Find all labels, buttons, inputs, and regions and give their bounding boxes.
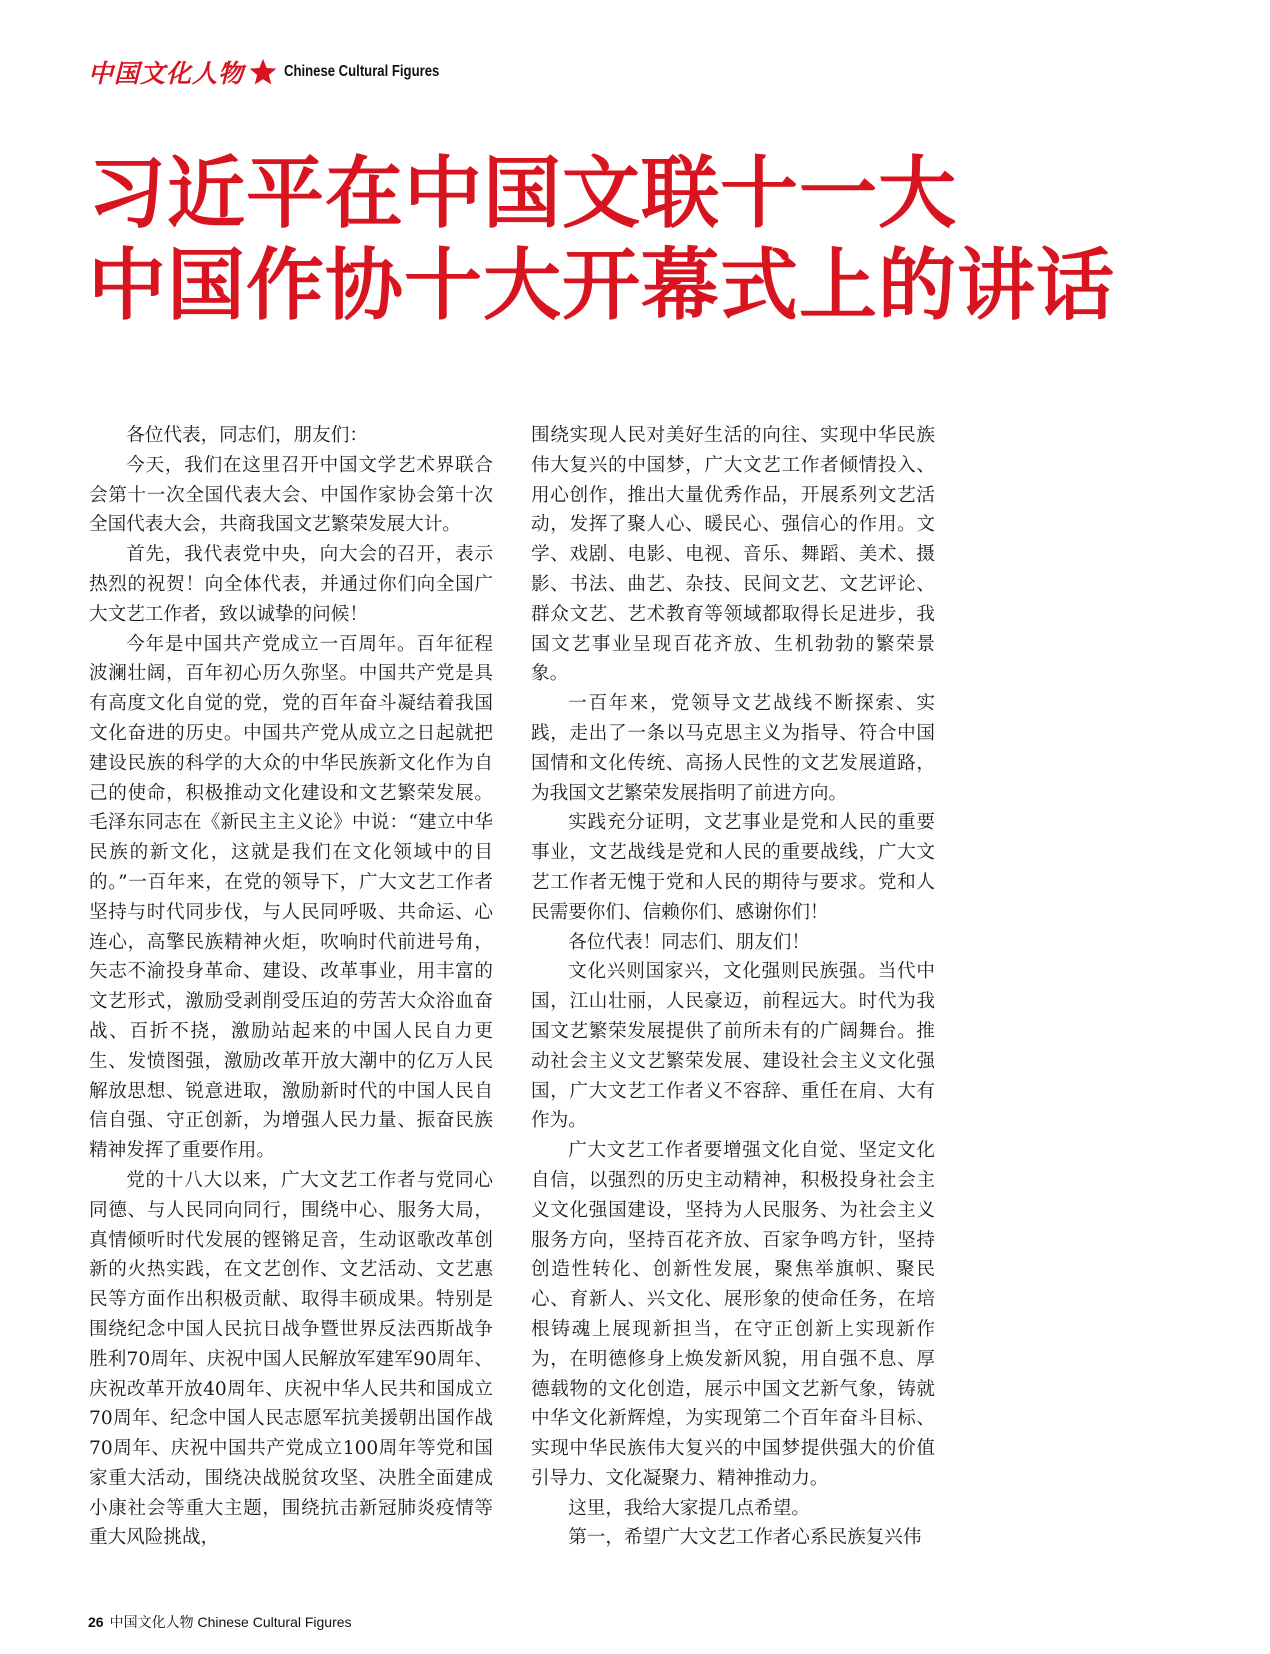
paragraph: 一百年来，党领导文艺战线不断探索、实践，走出了一条以马克思主义为指导、符合中国国情和文化传统、高扬人民性的文艺发展道路，为我国文艺繁荣发展指明了前进方向。 bbox=[531, 693, 935, 804]
page-footer bbox=[88, 1612, 352, 1632]
left-column bbox=[89, 421, 493, 1553]
paragraph-continued: 围绕实现人民对美好生活的向往、实现中华民族伟大复兴的中国梦，广大文艺工作者倾情投入、用心创作，推出大量优秀作品，开展系列文艺活动，发挥了聚人心、暖民心、强信心的作用。文学、戏剧、电影、电视、音乐、舞蹈、美术、摄影、书法、曲艺、杂技、民间文艺、文艺评论、群众文艺、艺术教育等领域都取得长足进步，我国文艺事业呈现百花齐放、生机勃勃的繁荣景象。 bbox=[531, 425, 935, 685]
paragraph: 各位代表，同志们，朋友们： bbox=[126, 425, 368, 446]
paragraph: 今天，我们在这里召开中国文学艺术界联合会第十一次全国代表大会、中国作家协会第十次全国代表大会，共商我国文艺繁荣发展大计。 bbox=[89, 454, 493, 536]
paragraph: 各位代表！同志们、朋友们！ bbox=[568, 931, 810, 953]
page-number: 26 bbox=[88, 1614, 104, 1630]
paragraph: 实践充分证明，文艺事业是党和人民的重要事业，文艺战线是党和人民的重要战线，广大文艺工作者无愧于党和人民的期待与要求。党和人民需要你们、信赖你们、感谢你们！ bbox=[531, 812, 935, 923]
paragraph: 这里，我给大家提几点希望。 bbox=[568, 1497, 810, 1519]
paragraph: 首先，我代表党中央，向大会的召开，表示热烈的祝贺！向全体代表，并通过你们向全国广大文艺工作者，致以诚挚的问候！ bbox=[89, 544, 493, 625]
title-line-1: 习近平在中国文联十一大 bbox=[88, 149, 958, 239]
paragraph: 今年是中国共产党成立一百周年。百年征程波澜壮阔，百年初心历久弥坚。中国共产党是具有高度文化自觉的党，党的百年奋斗凝结着我国文化奋进的历史。中国共产党从成立之日起就把建设民族的科学的大众的中华民族新文化作为自己的使命，积极推动文化建设和文艺繁荣发展。毛泽东同志在《新民主主义论》中说：“建立中华民族的新文化，这就是我们在文化领域中的目的。”一百年来，在党的领导下，广大文艺工作者坚持与时代同步伐，与人民同呼吸、共命运、心连心，高擎民族精神火炬，吹响时代前进号角，矢志不渝投身革命、建设、改革事业，用丰富的文艺形式，激励受剥削受压迫的劳苦大众浴血奋战、百折不挠，激励站起来的中国人民自力更生、发愤图强，激励改革开放大潮中的亿万人民解放思想、锐意进取，激励新时代的中国人民自信自强、守正创新，为增强人民力量、振奋民族精神发挥了重要作用。 bbox=[89, 633, 493, 1162]
publication-name-en: Chinese Cultural Figures bbox=[284, 63, 440, 80]
title-line-2: 中国作协十大开幕式上的讲话 bbox=[88, 241, 1116, 331]
paragraph: 第一，希望广大文艺工作者心系民族复兴伟 bbox=[568, 1527, 922, 1549]
right-column bbox=[531, 421, 935, 1553]
star-icon bbox=[248, 57, 278, 87]
paragraph: 广大文艺工作者要增强文化自觉、坚定文化自信，以强烈的历史主动精神，积极投身社会主义文化强国建设，坚持为人民服务、为社会主义服务方向，坚持百花齐放、百家争鸣方针，坚持创造性转化、创新性发展，聚焦举旗帜、聚民心、育新人、兴文化、展形象的使命任务，在培根铸魂上展现新担当，在守正创新上实现新作为，在明德修身上焕发新风貌，用自强不息、厚德载物的文化创造，展示中国文艺新气象，铸就中华文化新辉煌，为实现第二个百年奋斗目标、实现中华民族伟大复兴的中国梦提供强大的价值引导力、文化凝聚力、精神推动力。 bbox=[531, 1140, 935, 1489]
paragraph: 文化兴则国家兴，文化强则民族强。当代中国，江山壮丽，人民豪迈，前程远大。时代为我国文艺繁荣发展提供了前所未有的广阔舞台。推动社会主义文艺繁荣发展、建设社会主义文化强国，广大文艺工作者义不容辞、重任在肩、大有作为。 bbox=[531, 961, 935, 1132]
article-title bbox=[88, 148, 1115, 332]
paragraph: 党的十八大以来，广大文艺工作者与党同心同德、与人民同向同行，围绕中心、服务大局，真情倾听时代发展的铿锵足音，生动讴歌改革创新的火热实践，在文艺创作、文艺活动、文艺惠民等方面作出积极贡献、取得丰硕成果。特别是围绕纪念中国人民抗日战争暨世界反法西斯战争胜利70周年、庆祝中国人民解放军建军90周年、庆祝改革开放40周年、庆祝中华人民共和国成立70周年、纪念中国人民志愿军抗美援朝出国作战70周年、庆祝中国共产党成立100周年等党和国家重大活动，围绕决战脱贫攻坚、决胜全面建成小康社会等重大主题，围绕抗击新冠肺炎疫情等重大风险挑战， bbox=[89, 1169, 493, 1549]
footer-publication: 中国文化人物 Chinese Cultural Figures bbox=[109, 1614, 352, 1630]
running-header bbox=[88, 52, 473, 92]
publication-name-cn: 中国文化人物 bbox=[88, 59, 245, 88]
